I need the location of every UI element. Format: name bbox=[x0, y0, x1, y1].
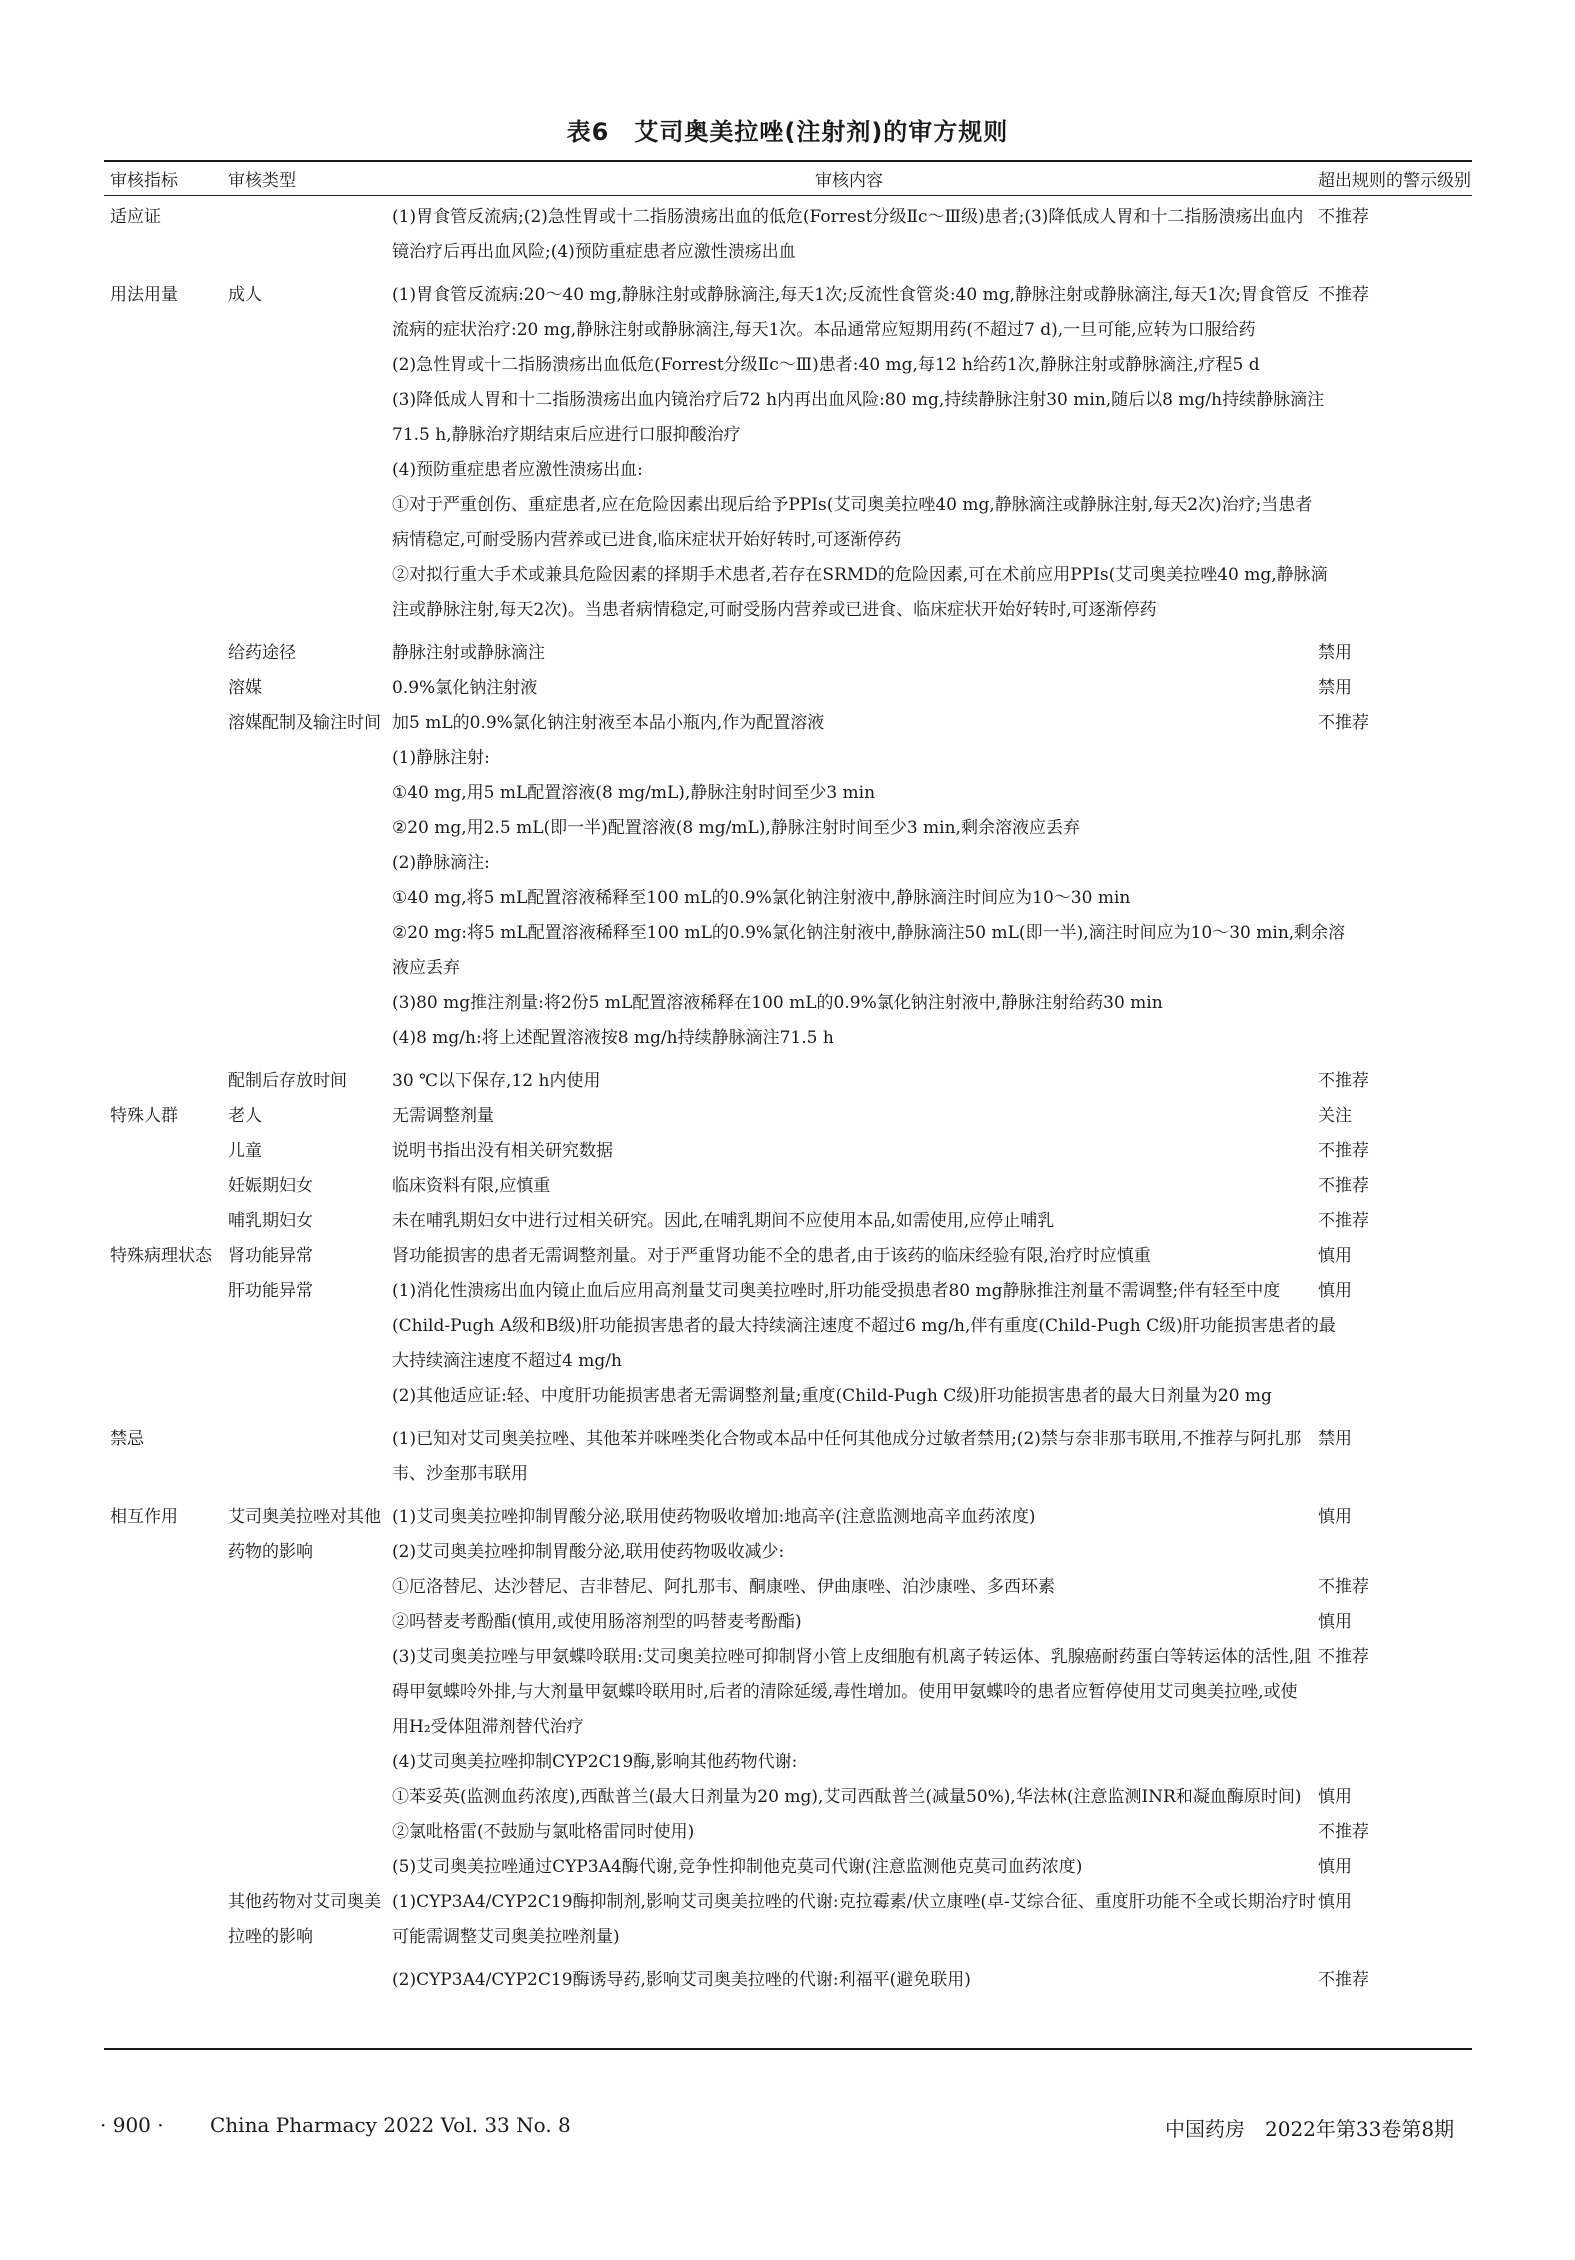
cell-content-line: ②20 mg:将5 mL配置溶液稀释至100 mL的0.9%氯化钠注射液中,静脉滴注50 mL(即一半),滴注时间应为10～30 min,剩余溶 bbox=[392, 923, 1346, 943]
cell-type: 妊娠期妇女 bbox=[228, 1176, 313, 1196]
cell-content-line: (5)艾司奥美拉唑通过CYP3A4酶代谢,竞争性抑制他克莫司代谢(注意监测他克莫司血药浓度) bbox=[392, 1857, 1083, 1877]
cell-warning-level: 不推荐 bbox=[1318, 1577, 1369, 1597]
cell-content-line: 说明书指出没有相关研究数据 bbox=[392, 1141, 613, 1161]
cell-content-line: (2)急性胃或十二指肠溃疡出血低危(Forrest分级Ⅱc～Ⅲ)患者:40 mg,每12 h给药1次,静脉注射或静脉滴注,疗程5 d bbox=[392, 355, 1260, 375]
header-type: 审核类型 bbox=[228, 171, 296, 191]
cell-warning-level: 慎用 bbox=[1318, 1892, 1352, 1912]
cell-warning-level: 慎用 bbox=[1318, 1507, 1352, 1527]
cell-content-line: 碍甲氨蝶呤外排,与大剂量甲氨蝶呤联用时,后者的清除延缓,毒性增加。使用甲氨蝶呤的患者应暂停使用艾司奥美拉唑,或使 bbox=[392, 1682, 1298, 1702]
header-indicator: 审核指标 bbox=[110, 171, 178, 191]
cell-type: 艾司奥美拉唑对其他药物的影响 bbox=[228, 1507, 381, 1562]
table-title: 表6 艾司奥美拉唑(注射剂)的审方规则 bbox=[566, 118, 1009, 146]
cell-content-line: 大持续滴注速度不超过4 mg/h bbox=[392, 1351, 622, 1371]
cell-indicator: 相互作用 bbox=[110, 1507, 178, 1527]
cell-warning-level: 禁用 bbox=[1318, 678, 1352, 698]
cell-content-line: 0.9%氯化钠注射液 bbox=[392, 678, 538, 698]
cell-content-line: (1)胃食管反流病:20～40 mg,静脉注射或静脉滴注,每天1次;反流性食管炎:40 mg,静脉注射或静脉滴注,每天1次;胃食管反 bbox=[392, 285, 1309, 305]
cell-content-line: (3)80 mg推注剂量:将2份5 mL配置溶液稀释在100 mL的0.9%氯化钠注射液中,静脉注射给药30 min bbox=[392, 993, 1163, 1013]
cell-indicator: 禁忌 bbox=[110, 1429, 144, 1449]
cell-content-line: 可能需调整艾司奥美拉唑剂量) bbox=[392, 1927, 620, 1947]
cell-warning-level: 不推荐 bbox=[1318, 285, 1369, 305]
cell-content-line: ①厄洛替尼、达沙替尼、吉非替尼、阿扎那韦、酮康唑、伊曲康唑、泊沙康唑、多西环素 bbox=[392, 1577, 1055, 1597]
cell-content-line: (3)降低成人胃和十二指肠溃疡出血内镜治疗后72 h内再出血风险:80 mg,持续静脉注射30 min,随后以8 mg/h持续静脉滴注 bbox=[392, 390, 1325, 410]
header-warning-level: 超出规则的警示级别 bbox=[1318, 171, 1471, 191]
cell-warning-level: 不推荐 bbox=[1318, 1647, 1369, 1667]
cell-content-line: 镜治疗后再出血风险;(4)预防重症患者应激性溃疡出血 bbox=[392, 242, 796, 262]
page-number: · 900 · bbox=[100, 2113, 164, 2137]
cell-content-line: (1)CYP3A4/CYP2C19酶抑制剂,影响艾司奥美拉唑的代谢:克拉霉素/伏立康唑(卓-艾综合征、重度肝功能不全或长期治疗时 bbox=[392, 1892, 1316, 1912]
journal-name-cn: 中国药房 2022年第33卷第8期 bbox=[1165, 2117, 1455, 2141]
cell-content-line: ①对于严重创伤、重症患者,应在危险因素出现后给予PPIs(艾司奥美拉唑40 mg,静脉滴注或静脉注射,每天2次)治疗;当患者 bbox=[392, 495, 1313, 515]
cell-warning-level: 慎用 bbox=[1318, 1281, 1352, 1301]
cell-type: 配制后存放时间 bbox=[228, 1071, 347, 1091]
cell-type: 儿童 bbox=[228, 1141, 262, 1161]
cell-warning-level: 慎用 bbox=[1318, 1857, 1352, 1877]
cell-type: 肝功能异常 bbox=[228, 1281, 313, 1301]
cell-type: 成人 bbox=[228, 285, 262, 305]
cell-warning-level: 禁用 bbox=[1318, 1429, 1352, 1449]
cell-content-line: 注或静脉注射,每天2次)。当患者病情稳定,可耐受肠内营养或已进食、临床症状开始好转时,可逐渐停药 bbox=[392, 600, 1157, 620]
header-content: 审核内容 bbox=[815, 171, 883, 191]
cell-content-line: (2)静脉滴注: bbox=[392, 853, 490, 873]
cell-type: 溶媒 bbox=[228, 678, 262, 698]
cell-content-line: ②对拟行重大手术或兼具危险因素的择期手术患者,若存在SRMD的危险因素,可在术前应用PPIs(艾司奥美拉唑40 mg,静脉滴 bbox=[392, 565, 1328, 585]
cell-content-line: (2)CYP3A4/CYP2C19酶诱导药,影响艾司奥美拉唑的代谢:利福平(避免联用) bbox=[392, 1970, 971, 1990]
cell-content-line: (2)艾司奥美拉唑抑制胃酸分泌,联用使药物吸收减少: bbox=[392, 1542, 785, 1562]
cell-content-line: (Child-Pugh A级和B级)肝功能损害患者的最大持续滴注速度不超过6 mg/h,伴有重度(Child-Pugh C级)肝功能损害患者的最 bbox=[392, 1316, 1336, 1336]
cell-content-line: 临床资料有限,应慎重 bbox=[392, 1176, 551, 1196]
cell-content-line: ②20 mg,用2.5 mL(即一半)配置溶液(8 mg/mL),静脉注射时间至少3 min,剩余溶液应丢弃 bbox=[392, 818, 1080, 838]
cell-warning-level: 不推荐 bbox=[1318, 1141, 1369, 1161]
table-header-rule bbox=[104, 195, 1472, 196]
cell-warning-level: 不推荐 bbox=[1318, 713, 1369, 733]
cell-content-line: (4)预防重症患者应激性溃疡出血: bbox=[392, 460, 643, 480]
cell-content-line: (1)消化性溃疡出血内镜止血后应用高剂量艾司奥美拉唑时,肝功能受损患者80 mg静脉推注剂量不需调整;伴有轻至中度 bbox=[392, 1281, 1281, 1301]
cell-content-line: 韦、沙奎那韦联用 bbox=[392, 1464, 528, 1484]
cell-indicator: 用法用量 bbox=[110, 285, 178, 305]
cell-content-line: (1)静脉注射: bbox=[392, 748, 490, 768]
cell-content-line: (3)艾司奥美拉唑与甲氨蝶呤联用:艾司奥美拉唑可抑制肾小管上皮细胞有机离子转运体、乳腺癌耐药蛋白等转运体的活性,阻 bbox=[392, 1647, 1312, 1667]
cell-type: 哺乳期妇女 bbox=[228, 1211, 313, 1231]
cell-indicator: 适应证 bbox=[110, 207, 161, 227]
cell-content-line: 无需调整剂量 bbox=[392, 1106, 494, 1126]
table-top-rule bbox=[104, 160, 1472, 162]
cell-content-line: 加5 mL的0.9%氯化钠注射液至本品小瓶内,作为配置溶液 bbox=[392, 713, 825, 733]
cell-type: 溶媒配制及输注时间 bbox=[228, 713, 381, 733]
cell-type: 老人 bbox=[228, 1106, 262, 1126]
cell-type: 其他药物对艾司奥美拉唑的影响 bbox=[228, 1892, 381, 1947]
cell-content-line: (1)已知对艾司奥美拉唑、其他苯并咪唑类化合物或本品中任何其他成分过敏者禁用;(2)禁与奈非那韦联用,不推荐与阿扎那 bbox=[392, 1429, 1302, 1449]
cell-warning-level: 不推荐 bbox=[1318, 1970, 1369, 1990]
cell-content-line: (1)艾司奥美拉唑抑制胃酸分泌,联用使药物吸收增加:地高辛(注意监测地高辛血药浓度) bbox=[392, 1507, 1036, 1527]
cell-content-line: ①40 mg,将5 mL配置溶液稀释至100 mL的0.9%氯化钠注射液中,静脉滴注时间应为10～30 min bbox=[392, 888, 1131, 908]
cell-type: 给药途径 bbox=[228, 643, 296, 663]
cell-warning-level: 慎用 bbox=[1318, 1246, 1352, 1266]
cell-content-line: 30 ℃以下保存,12 h内使用 bbox=[392, 1071, 601, 1091]
cell-content-line: 病情稳定,可耐受肠内营养或已进食,临床症状开始好转时,可逐渐停药 bbox=[392, 530, 902, 550]
cell-content-line: (4)艾司奥美拉唑抑制CYP2C19酶,影响其他药物代谢: bbox=[392, 1752, 798, 1772]
cell-warning-level: 不推荐 bbox=[1318, 1071, 1369, 1091]
cell-warning-level: 不推荐 bbox=[1318, 1176, 1369, 1196]
cell-type: 肾功能异常 bbox=[228, 1246, 313, 1266]
cell-indicator: 特殊人群 bbox=[110, 1106, 178, 1126]
cell-warning-level: 不推荐 bbox=[1318, 1822, 1369, 1842]
cell-indicator: 特殊病理状态 bbox=[110, 1246, 212, 1266]
cell-content-line: ①苯妥英(监测血药浓度),西酞普兰(最大日剂量为20 mg),艾司西酞普兰(减量50%),华法林(注意监测INR和凝血酶原时间) bbox=[392, 1787, 1302, 1807]
cell-content-line: 流病的症状治疗:20 mg,静脉注射或静脉滴注,每天1次。本品通常应短期用药(不超过7 d),一旦可能,应转为口服给药 bbox=[392, 320, 1256, 340]
cell-warning-level: 禁用 bbox=[1318, 643, 1352, 663]
cell-content-line: (4)8 mg/h:将上述配置溶液按8 mg/h持续静脉滴注71.5 h bbox=[392, 1028, 834, 1048]
cell-content-line: ①40 mg,用5 mL配置溶液(8 mg/mL),静脉注射时间至少3 min bbox=[392, 783, 876, 803]
journal-name-en: China Pharmacy 2022 Vol. 33 No. 8 bbox=[210, 2113, 571, 2137]
cell-warning-level: 不推荐 bbox=[1318, 1211, 1369, 1231]
table-bottom-rule bbox=[104, 2048, 1472, 2050]
cell-warning-level: 不推荐 bbox=[1318, 207, 1369, 227]
cell-content-line: ②氯吡格雷(不鼓励与氯吡格雷同时使用) bbox=[392, 1822, 695, 1842]
cell-warning-level: 慎用 bbox=[1318, 1787, 1352, 1807]
cell-content-line: 未在哺乳期妇女中进行过相关研究。因此,在哺乳期间不应使用本品,如需使用,应停止哺乳 bbox=[392, 1211, 1055, 1231]
cell-content-line: (1)胃食管反流病;(2)急性胃或十二指肠溃疡出血的低危(Forrest分级Ⅱc～Ⅲ级)患者;(3)降低成人胃和十二指肠溃疡出血内 bbox=[392, 207, 1304, 227]
cell-content-line: 肾功能损害的患者无需调整剂量。对于严重肾功能不全的患者,由于该药的临床经验有限,治疗时应慎重 bbox=[392, 1246, 1151, 1266]
cell-content-line: ②吗替麦考酚酯(慎用,或使用肠溶剂型的吗替麦考酚酯) bbox=[392, 1612, 802, 1632]
cell-warning-level: 关注 bbox=[1318, 1106, 1352, 1126]
cell-content-line: (2)其他适应证:轻、中度肝功能损害患者无需调整剂量;重度(Child-Pugh C级)肝功能损害患者的最大日剂量为20 mg bbox=[392, 1386, 1272, 1406]
cell-content-line: 用H₂受体阻滞剂替代治疗 bbox=[392, 1717, 584, 1737]
cell-warning-level: 慎用 bbox=[1318, 1612, 1352, 1632]
cell-content-line: 静脉注射或静脉滴注 bbox=[392, 643, 545, 663]
cell-content-line: 液应丢弃 bbox=[392, 958, 460, 978]
cell-content-line: 71.5 h,静脉治疗期结束后应进行口服抑酸治疗 bbox=[392, 425, 741, 445]
